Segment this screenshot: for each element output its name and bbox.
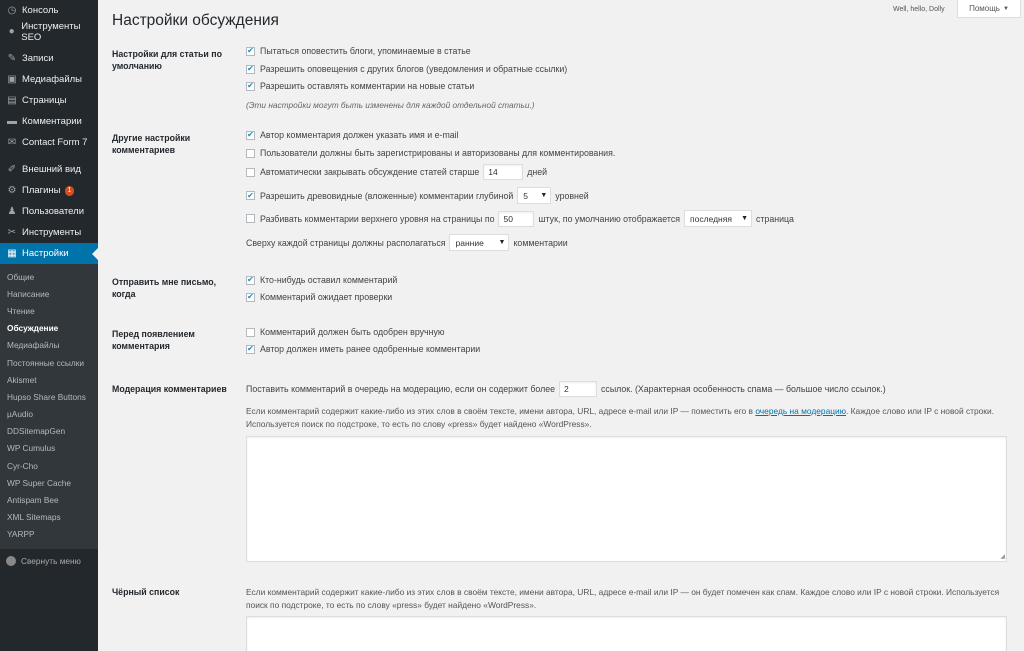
caret-down-icon: ▼ xyxy=(1002,5,1009,12)
default-page-select[interactable] xyxy=(684,210,752,227)
submenu-item[interactable]: Медиафайлы xyxy=(7,340,60,351)
help-label: Помощь xyxy=(969,4,1000,13)
comments-icon: ▬ xyxy=(7,116,17,127)
checkbox-row-require-name-email[interactable] xyxy=(246,130,459,140)
sidebar-item-users[interactable] xyxy=(0,201,98,222)
sidebar-item-label: Консоль xyxy=(22,5,59,16)
checkbox-label: Кто-нибудь оставил комментарий xyxy=(260,275,398,285)
thread-depth-select[interactable] xyxy=(517,187,551,204)
checkbox[interactable]: ✔ xyxy=(247,46,254,55)
submenu-item[interactable]: µAudio xyxy=(7,409,34,420)
checkbox-row-threaded[interactable] xyxy=(246,187,589,204)
section-label-other: Другие настройки комментариев xyxy=(112,133,191,155)
moderation-desc-before: Если комментарий содержит какие-либо из этих слов в своём тексте, имени автора, URL, адресе e-mail или IP — поместить его в xyxy=(246,406,753,416)
checkbox[interactable]: ✔ xyxy=(247,64,254,73)
blacklist-keys-textarea[interactable] xyxy=(246,616,1007,651)
checkbox[interactable]: ✔ xyxy=(247,81,254,90)
thread-depth-value: 5 xyxy=(523,190,529,201)
submenu-item[interactable]: WP Cumulus xyxy=(7,443,56,454)
sidebar-item-label: Инструменты SEO xyxy=(21,20,81,43)
checkbox-row-allow-comments[interactable] xyxy=(246,81,474,91)
pin-icon: ✎ xyxy=(7,53,17,64)
moderation-links-before: Поставить комментарий в очередь на модерацию, если он содержит более xyxy=(246,384,556,394)
comment-order-value: ранние xyxy=(455,237,484,248)
comment-order-row xyxy=(246,234,568,251)
sidebar-item-settings[interactable] xyxy=(0,243,98,264)
section-label-defaults: Настройки для статьи по умолчанию xyxy=(112,49,222,71)
checkbox-row-close-old[interactable] xyxy=(246,164,547,180)
sidebar-item-label: Внешний вид xyxy=(22,164,81,175)
days-label: дней xyxy=(527,167,548,177)
checkbox[interactable] xyxy=(246,214,255,223)
close-days-input[interactable]: 14 xyxy=(483,164,523,180)
submenu-item[interactable]: Общие xyxy=(7,271,35,282)
chevron-down-icon: ▼ xyxy=(540,192,548,199)
sidebar-item-label: Contact Form 7 xyxy=(22,137,88,148)
page-title: Настройки обсуждения xyxy=(112,12,279,29)
sidebar-item-comments[interactable] xyxy=(0,111,98,132)
section-label-blacklist: Чёрный список xyxy=(112,587,180,597)
submenu-item[interactable]: XML Sitemaps xyxy=(7,512,61,523)
checkbox-label: Пользователи должны быть зарегистрированы и авторизованы для комментирования. xyxy=(260,148,616,158)
moderation-desc-after: . Каждое слово или IP с новой строки. Используется поиск по подстроке, то есть по слову «press» будет найдено «WordPress». xyxy=(246,406,994,429)
submenu-item[interactable]: Antispam Bee xyxy=(7,495,59,506)
sidebar-item-label: Медиафайлы xyxy=(22,74,83,85)
checkbox[interactable]: ✔ xyxy=(247,292,254,301)
checkbox-label: Комментарий должен быть одобрен вручную xyxy=(260,327,445,337)
sidebar-item-contact-form[interactable] xyxy=(0,132,98,153)
collapse-menu-label: Свернуть меню xyxy=(21,556,81,566)
submenu-item[interactable]: Чтение xyxy=(7,305,35,316)
checkbox[interactable] xyxy=(246,328,255,337)
submenu-item[interactable]: DDSitemapGen xyxy=(7,426,66,437)
sidebar-item-media[interactable] xyxy=(0,69,98,90)
submenu-item[interactable]: Постоянные ссылки xyxy=(7,357,84,368)
moderation-description xyxy=(246,405,1014,430)
comment-order-after: комментарии xyxy=(513,237,568,248)
sidebar-item-appearance[interactable] xyxy=(0,159,98,180)
comment-order-select[interactable] xyxy=(449,234,509,251)
submenu-item[interactable]: YARPP xyxy=(7,529,35,540)
chevron-down-icon: ▼ xyxy=(741,215,748,222)
resize-grip-icon[interactable]: ◢ xyxy=(1000,554,1005,560)
update-count-badge: 1 xyxy=(65,186,75,196)
tools-icon: ✂ xyxy=(7,227,17,238)
seo-icon: ● xyxy=(8,26,15,37)
checkbox-label: Автоматически закрывать обсуждение статей старше xyxy=(260,167,480,177)
moderation-links-row xyxy=(246,381,886,397)
greeting-text: Well, hello, Dolly xyxy=(893,6,945,13)
defaults-note: (Эти настройки могут быть изменены для каждой отдельной статьи.) xyxy=(246,100,535,110)
collapse-menu-button[interactable] xyxy=(0,549,98,573)
submenu-item[interactable]: Обсуждение xyxy=(7,323,59,334)
sidebar-item-seo[interactable] xyxy=(0,21,98,42)
checkbox-label: Разрешить оповещения с других блогов (уведомления и обратные ссылки) xyxy=(260,64,568,74)
checkbox[interactable]: ✔ xyxy=(247,130,254,139)
submenu-item[interactable]: Написание xyxy=(7,288,50,299)
section-label-email: Отправить мне письмо, когда xyxy=(112,277,217,299)
checkbox-label: Комментарий ожидает проверки xyxy=(260,292,393,302)
section-label-before: Перед появлением комментария xyxy=(112,329,195,351)
checkbox-label: Разрешить древовидные (вложенные) комментарии глубиной xyxy=(260,190,514,201)
sidebar-item-label: Комментарии xyxy=(22,116,82,127)
checkbox[interactable]: ✔ xyxy=(247,275,254,284)
default-page-value: последняя xyxy=(690,213,732,224)
sidebar-item-label: Пользователи xyxy=(22,206,85,217)
submenu-item[interactable]: Akismet xyxy=(7,374,37,385)
checkbox-label: Автор должен иметь ранее одобренные комментарии xyxy=(260,344,481,354)
dashboard-icon: ◷ xyxy=(7,5,17,16)
sidebar-item-pages[interactable] xyxy=(0,90,98,111)
moderation-links-input[interactable]: 2 xyxy=(559,381,597,397)
sidebar-item-pin[interactable] xyxy=(0,48,98,69)
comment-order-before: Сверху каждой страницы должны располагаться xyxy=(246,237,446,248)
checkbox[interactable] xyxy=(246,168,255,177)
sidebar-item-label: Инструменты xyxy=(22,227,82,238)
levels-label: уровней xyxy=(555,190,589,201)
section-label-moderation: Модерация комментариев xyxy=(112,384,227,394)
media-icon: ▣ xyxy=(7,74,17,85)
admin-menu xyxy=(0,0,98,264)
chevron-down-icon: ▼ xyxy=(498,239,506,246)
checkbox[interactable] xyxy=(246,149,255,158)
checkbox-label: Разрешить оставлять комментарии на новые статьи xyxy=(260,81,475,91)
checkbox-row-require-registration[interactable] xyxy=(246,148,615,158)
sidebar-item-label: Плагины xyxy=(22,185,61,196)
sidebar-item-label: Страницы xyxy=(22,95,67,106)
help-button[interactable] xyxy=(957,0,1021,18)
checkbox[interactable]: ✔ xyxy=(247,344,254,353)
page-label: страница xyxy=(756,213,794,224)
checkbox-row-notify-comment[interactable] xyxy=(246,275,397,285)
checkbox[interactable]: ✔ xyxy=(247,190,254,200)
sidebar-item-label: Записи xyxy=(22,53,54,64)
sidebar-item-plugins[interactable] xyxy=(0,180,98,201)
submenu-item[interactable]: Hupso Share Buttons xyxy=(7,391,86,402)
appearance-icon: ✐ xyxy=(7,164,17,175)
plugins-icon: ⚙ xyxy=(7,185,17,196)
sidebar-item-label: Настройки xyxy=(22,248,69,259)
users-icon: ♟ xyxy=(7,206,17,217)
per-page-middle-text: штук, по умолчанию отображается xyxy=(538,213,680,224)
submenu-item[interactable]: WP Super Cache xyxy=(7,477,71,488)
checkbox-row-notify-moderation[interactable] xyxy=(246,292,392,302)
per-page-input[interactable]: 50 xyxy=(498,211,534,227)
settings-submenu xyxy=(0,264,98,549)
checkbox-label: Автор комментария должен указать имя и e-mail xyxy=(260,130,459,140)
settings-icon: ▦ xyxy=(7,248,17,259)
checkbox-label: Разбивать комментарии верхнего уровня на страницы по xyxy=(260,213,495,224)
collapse-icon xyxy=(6,556,16,566)
contact-form-icon: ✉ xyxy=(7,137,17,148)
moderation-links-after: ссылок. (Характерная особенность спама — большое число ссылок.) xyxy=(601,384,886,394)
moderation-queue-link[interactable]: очередь на модерацию xyxy=(755,406,846,416)
checkbox-row-manual-approval[interactable] xyxy=(246,327,444,337)
checkbox-row-trackbacks[interactable] xyxy=(246,64,567,74)
checkbox-row-paginate[interactable] xyxy=(246,210,794,227)
pages-icon: ▤ xyxy=(7,95,17,106)
checkbox-row-pingback[interactable] xyxy=(246,46,471,56)
admin-sidebar xyxy=(0,0,98,651)
checkbox-row-previously-approved[interactable] xyxy=(246,344,480,354)
blacklist-description: Если комментарий содержит какие-либо из этих слов в своём тексте, имени автора, URL, адресе e-mail или IP — он будет помечен как спам. Каждое слово или IP с новой строки. Используется поиск по подстроке, то есть по слову «press» будет найдено «WordPress». xyxy=(246,587,1000,610)
submenu-item[interactable]: Cyr-Cho xyxy=(7,460,38,471)
sidebar-item-tools[interactable] xyxy=(0,222,98,243)
moderation-keys-textarea[interactable] xyxy=(246,436,1007,562)
sidebar-item-dashboard[interactable] xyxy=(0,0,98,21)
checkbox-label: Пытаться оповестить блоги, упоминаемые в статье xyxy=(260,46,471,56)
